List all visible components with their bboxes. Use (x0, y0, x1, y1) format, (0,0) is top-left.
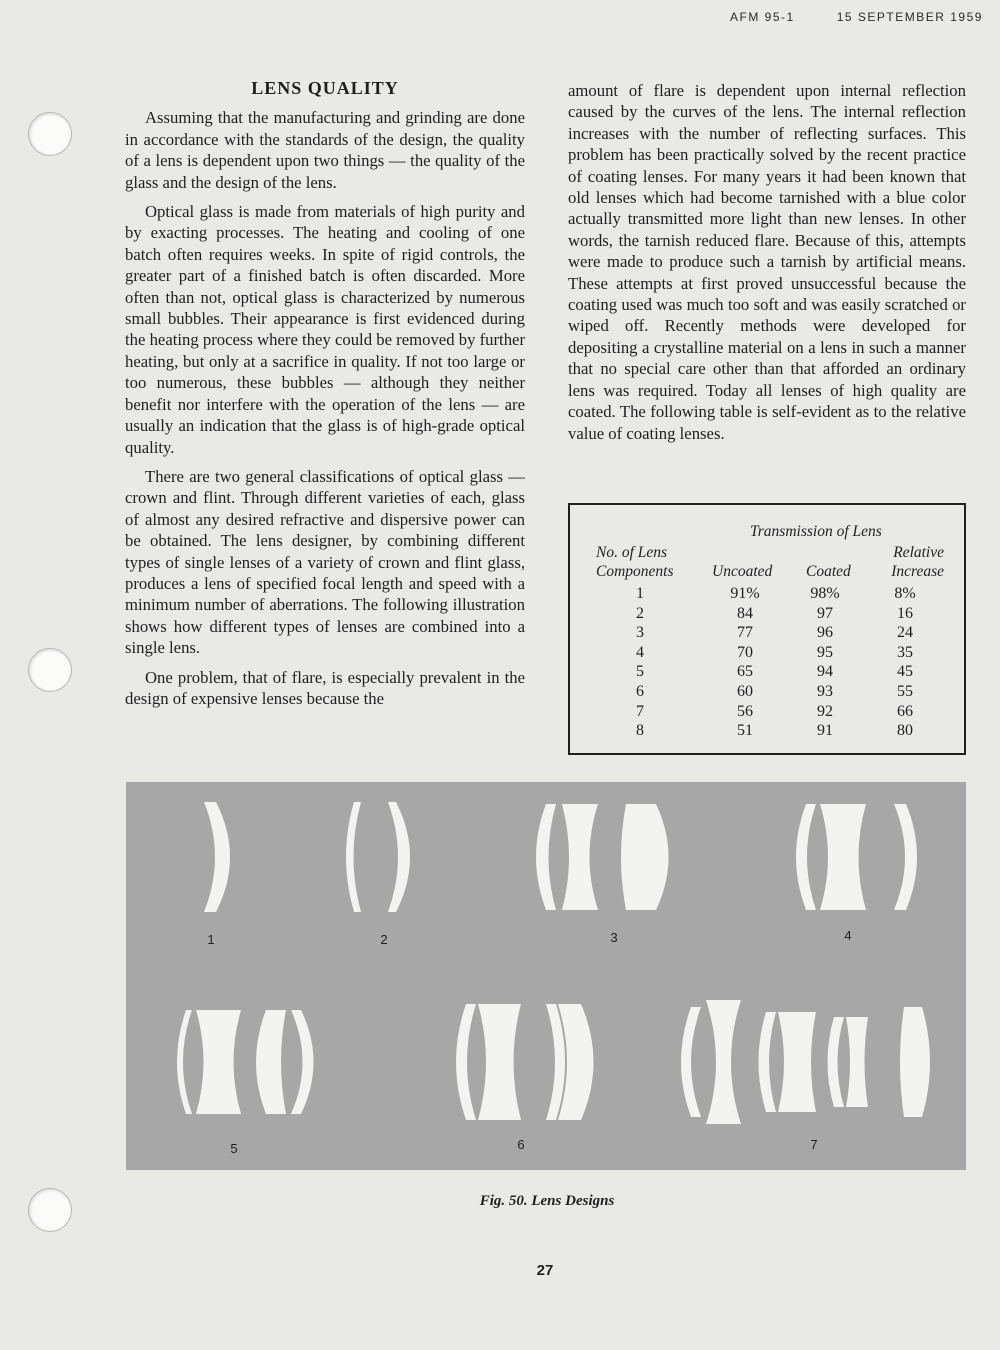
design-label-4: 4 (844, 928, 852, 943)
lens-diagram (126, 782, 966, 1170)
cell-uncoated: 70 (737, 643, 753, 661)
table-row (570, 624, 964, 643)
cell-components: 8 (636, 722, 644, 740)
cell-components: 2 (636, 604, 644, 622)
cell-relative-increase: 16 (897, 604, 913, 622)
cell-components: 7 (636, 702, 644, 720)
paragraph: Optical glass is made from materials of high purity and by exacting processes. The heating and cooling of one batch often requires weeks. In spite of rigid controls, the greater part of a finished batch is often discarded. More often than not, optical glass is characterized by numerous small bubbles. Their appearance is first evidenced during the heating process where they could be removed by further heating, but only at a sacrifice in quality. If not too large or too numerous, these bubbles — although they neither benefit nor interfere with the operation of the lens — are usually an indication that the glass is of high-grade optical quality. (125, 202, 525, 457)
table-caption: Transmission of Lens (750, 523, 882, 540)
lens-element (478, 1004, 521, 1120)
lens-element (846, 1017, 868, 1107)
binder-hole-top (28, 112, 72, 156)
lens-element (706, 1000, 741, 1124)
cell-coated: 93 (817, 683, 833, 700)
paragraph: amount of flare is dependent upon internal reflection caused by the curves of the lens. The internal reflection increases with the number of reflecting surfaces. This problem has been practically solved by the recent practice of coating lenses. For many years it had been known that old lenses which had become tarnished with a blue color actually transmitted more light than new lenses. In other words, the tarnish reduced flare. Because of this, attempts were made to produce such a tarnish by artificial means. These attempts at first proved unsuccessful because the coating used was much too soft and was easily scratched or wiped off. Recently methods were developed for depositing a crystalline material on a lens in such a manner that no special care other than that afforded an ordinary lens was required. Today all lenses of high quality are coated. The following table is self-evident as to the relative value of coating lenses. (568, 81, 966, 443)
header-uncoated: Uncoated (712, 563, 773, 580)
table-row (570, 585, 964, 604)
cell-components: 4 (636, 643, 644, 661)
table-row (570, 644, 964, 663)
cell-relative-increase: 80 (897, 722, 913, 740)
header-components-line2: Components (596, 563, 674, 580)
cell-relative-increase: 66 (897, 702, 913, 720)
cell-coated: 96 (817, 624, 833, 642)
table-row (570, 703, 964, 722)
paragraph: One problem, that of flare, is especially prevalent in the design of expensive lenses because the (125, 667, 525, 708)
doc-id: AFM 95-1 (730, 10, 795, 24)
cell-components: 1 (636, 585, 644, 602)
lens-element (256, 1010, 286, 1114)
cell-coated: 94 (817, 663, 833, 681)
cell-uncoated: 91% (730, 585, 760, 602)
doc-date: 15 SEPTEMBER 1959 (836, 10, 983, 24)
design-label-7: 7 (810, 1137, 818, 1152)
header-components-line1: No. of Lens (596, 544, 668, 561)
lens-elements (177, 802, 930, 1124)
lens-element (820, 804, 866, 910)
paragraph: Assuming that the manufacturing and grinding are done in accordance with the standards of the design, the quality of a lens is dependent upon two things — the quality of the glass and the design of the lens. (125, 108, 525, 192)
header-components (596, 543, 674, 581)
cell-coated: 92 (817, 702, 833, 720)
table-row (570, 605, 964, 624)
cell-components: 6 (636, 683, 644, 700)
lens-element (900, 1007, 930, 1117)
design-label-6: 6 (517, 1137, 525, 1152)
cell-coated: 91 (817, 722, 833, 740)
lens-element (196, 1010, 241, 1114)
cell-relative-increase: 55 (897, 683, 913, 700)
lens-element (456, 1004, 476, 1120)
lens-element (796, 804, 816, 910)
table-row (570, 683, 964, 702)
lens-element (778, 1012, 816, 1112)
cell-relative-increase: 8% (894, 585, 916, 602)
table-row (570, 722, 964, 741)
lens-designs-figure (126, 782, 966, 1170)
cell-uncoated: 60 (737, 683, 753, 700)
lens-element (291, 1010, 314, 1114)
paragraph: There are two general classifications of optical glass — crown and flint. Through different varieties of each, glass of almost any desired refractive and dispersive power can be obtained. The lens designer, by combining different types of single lenses of a variety of crown and flint glass, produces a lens of specified focal length and speed with a minimum number of aberrations. The following illustration shows how different types of lenses are combined into a single lens. (125, 466, 525, 658)
lens-element (346, 802, 361, 912)
table-row (570, 663, 964, 682)
cell-uncoated: 77 (737, 624, 753, 642)
section-title: LENS QUALITY (251, 78, 399, 98)
lens-element (536, 804, 556, 910)
left-column (125, 78, 525, 717)
lens-element (681, 1007, 701, 1117)
design-label-3: 3 (610, 930, 618, 945)
cell-relative-increase: 45 (897, 663, 913, 681)
lens-element (894, 804, 917, 910)
cell-relative-increase: 35 (897, 643, 913, 661)
transmission-table (568, 503, 966, 755)
design-label-1: 1 (207, 932, 215, 947)
design-label-2: 2 (380, 932, 388, 947)
design-label-5: 5 (230, 1141, 238, 1156)
cell-uncoated: 84 (737, 604, 753, 622)
lens-element (759, 1012, 777, 1112)
lens-element (388, 802, 410, 912)
cell-coated: 95 (817, 643, 833, 661)
lens-element (546, 1004, 565, 1120)
cell-uncoated: 65 (737, 663, 753, 681)
header-relative-increase (884, 543, 944, 581)
cell-uncoated: 51 (737, 722, 753, 740)
cell-relative-increase: 24 (897, 624, 913, 642)
lens-element (828, 1017, 845, 1107)
cell-coated: 98% (810, 585, 840, 602)
binder-hole-middle (28, 648, 72, 692)
lens-element (621, 804, 669, 910)
cell-coated: 97 (817, 604, 833, 622)
lens-element (204, 802, 230, 912)
cell-uncoated: 56 (737, 702, 753, 720)
cell-components: 5 (636, 663, 644, 681)
page-number: 27 (536, 1262, 554, 1279)
page-header (730, 10, 983, 24)
header-relative-line2: Increase (891, 563, 944, 580)
figure-caption: Fig. 50. Lens Designs (479, 1193, 615, 1209)
right-column (568, 80, 966, 452)
lens-element (562, 804, 598, 910)
header-relative-line1: Relative (893, 544, 944, 561)
cell-components: 3 (636, 624, 644, 642)
lens-element (177, 1010, 192, 1114)
header-coated: Coated (806, 563, 851, 580)
